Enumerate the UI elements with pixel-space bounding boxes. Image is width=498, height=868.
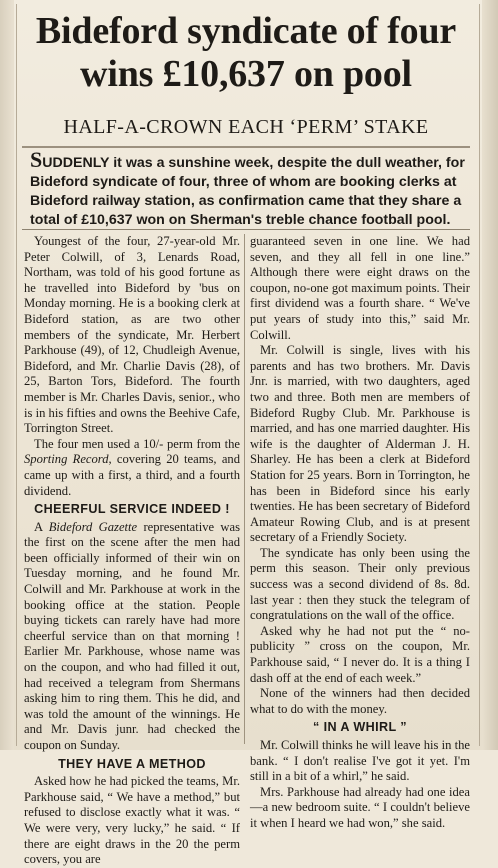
paragraph: Asked how he had picked the teams, Mr. Parkhouse said, “ We have a method,” but refused to disclose exactly what it was. “ We were very, very lucky,” he said. “ If there are eight draws in the 20 the perm covers, you are [24,774,240,867]
paragraph: A Bideford Gazette representative was the first on the scene after the men had been officially informed of their win on Tuesday morning, and he found Mr. Colwill and Mr. Parkhouse at work in the booking office at the station. People buying tickets can rarely have had more cheerful service than on that morning ! Earlier Mr. Parkhouse, whose name was on the coupon, and who had filled it out, had received a telegram from Shermans asking him to ring them. This he did, and was told the amount of the winnings. He and Mr. Davis junr. had checked the coupon on Sunday. [24,519,240,752]
headline-line-2: wins £10,637 on pool [80,53,412,95]
section-heading: “ IN A WHIRL ” [313,720,407,735]
paragraph: Mrs. Parkhouse had already had one idea—a new bedroom suite. “ I couldn't believe it when I heard we had won,” she said. [250,784,470,830]
paragraph: guaranteed seven in one line. We had seven, and they all fell in one line.” Although there were eight draws on the coupon, no-one got maximum points. Their first dividend was a fourth share. “ We've put years of study into this,” said Mr. Colwill. [250,234,470,342]
intro-paragraph [30,147,470,230]
paragraph: The four men used a 10/- perm from the Sporting Record, covering 20 teams, and came up with a first, a third, and a fourth dividend. [24,436,240,498]
section-heading: CHEERFUL SERVICE INDEED ! [34,502,230,517]
paragraph: Asked why he had not put the “ no-publicity ” cross on the coupon, Mr. Parkhouse said, “ I never do. It is a thing I dash off at the end of each week.” [250,623,470,685]
paragraph: Youngest of the four, 27-year-old Mr. Peter Colwill, of 3, Lenards Road, Northam, was told of his good fortune as he travelled into Bideford by 'bus on Monday morning. He is a booking clerk at Bideford station, as are two other members of the syndicate, Mr. Herbert Parkhouse (49), of 12, Chudleigh Avenue, Bideford, and Mr. Charlie Davis (28), of 25, Barton Tors, Bideford. The fourth member is Mr. Charles Davis, senior., who is in his fifties and owns the Beehive Cafe, Torrington Street. [24,234,240,436]
divider-rule [22,229,470,230]
divider-rule [22,146,470,148]
adjacent-page-edge-left [0,0,14,750]
subheadline: HALF-A-CROWN EACH ‘PERM’ STAKE [63,116,429,138]
right-column [250,234,470,832]
paragraph: The syndicate has only been using the perm this season. Their only previous success was a second dividend of 8s. 8d. last year : then they stuck the telegram of congratulations on the wall of the office. [250,545,470,623]
left-column [24,234,240,868]
drop-cap: S [30,147,43,172]
publication-name: Bideford Gazette [48,519,138,534]
paragraph: Mr. Colwill thinks he will leave his in the bank. “ I don't realise I've got it yet. I'm still in a bit of a whirl,” he said. [250,738,470,784]
publication-name: Sporting Record [24,452,109,467]
adjacent-page-edge-right [482,0,498,750]
intro-text: UDDENLY it was a sunshine week, despite the dull weather, for Bideford syndicate of four, three of whom are booking clerks at Bideford railway station, as confirmation came that they share a total of £10,637 won on Sherman's treble chance football pool. [30,155,465,228]
headline [22,10,470,96]
headline-line-1: Bideford syndicate of four [35,10,457,52]
column-divider [244,234,245,744]
section-heading: THEY HAVE A METHOD [58,756,206,771]
paragraph: None of the winners had then decided what to do with the money. [250,686,470,716]
paragraph: Mr. Colwill is single, lives with his parents and has two brothers. Mr. Davis Jnr. is married, with two daughters, aged two and three. Both men are members of Bideford Rugby Club. Mr. Parkhouse is married, and has one married daughter. His wife is the daughter of Alderman J. H. Sharley. He has been a clerk at Bideford Station for 25 years. Born in Torrington, he has been in Bideford since his early twenties. He has been secretary of Bideford Amateur Rowing Club, and is at present secretary of a Friendly Society. [250,343,470,545]
